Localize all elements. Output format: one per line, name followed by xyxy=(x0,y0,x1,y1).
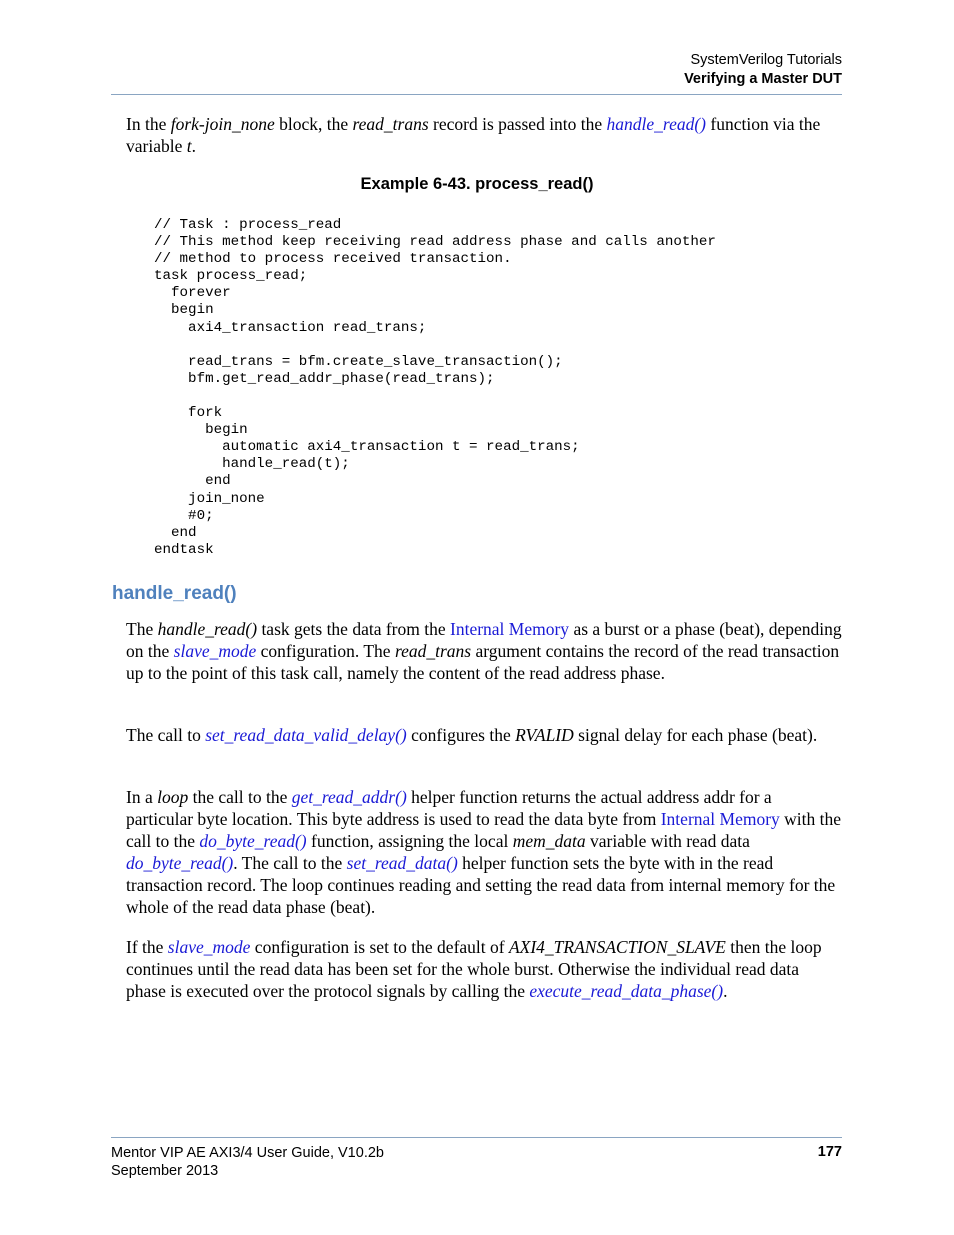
slave-mode-link[interactable]: slave_mode xyxy=(167,937,251,957)
execute-read-data-phase-link[interactable]: execute_read_data_phase() xyxy=(529,981,724,1001)
paragraph-loop: In a loop the call to the get_read_addr() helper function returns the actual address addr for a particular byte location. This byte address is used to read the data byte from Internal Memory with the call to the do_byte_read() function, assigning the local mem_data variable with read data do_byte_read(). The call to the set_read_data() helper function sets the byte with in the read transaction record. The loop continues reading and setting the read data from internal memory for the whole of the read data phase (beat). xyxy=(126,787,842,917)
do-byte-read-link[interactable]: do_byte_read() xyxy=(199,831,307,851)
header-title: SystemVerilog Tutorials xyxy=(690,52,842,68)
loop-term: loop xyxy=(157,787,189,807)
paragraph-handle-read: The handle_read() task gets the data from the Internal Memory as a burst or a phase (beat), depending on the slave_mode configuration. The read_trans argument contains the record of the read transaction up to the point of this task call, namely the content of the read address phase. xyxy=(126,619,842,683)
code-listing: // Task : process_read // This method keep receiving read address phase and calls another // method to process received transaction. task process_read; forever begin axi4_transaction read_trans; read_trans = bfm.create_slave_transaction(); bfm.get_read_addr_phase(read_trans); fork begin automatic axi4_transaction t = read_trans; handle_read(t); end join_none #0; end endtask xyxy=(154,217,716,558)
internal-memory-link[interactable]: Internal Memory xyxy=(660,809,780,829)
get-read-addr-link[interactable]: get_read_addr() xyxy=(291,787,407,807)
section-heading: handle_read() xyxy=(112,583,237,604)
footer-date: September 2013 xyxy=(111,1163,219,1179)
mem-data-term: mem_data xyxy=(512,831,586,851)
handle-read-link[interactable]: handle_read() xyxy=(606,114,707,134)
handle-read-term: handle_read() xyxy=(157,619,258,639)
page-number: 177 xyxy=(817,1144,842,1160)
paragraph-valid-delay: The call to set_read_data_valid_delay() configures the RVALID signal delay for each phase (beat). xyxy=(126,725,818,745)
t-variable: t xyxy=(186,136,192,156)
footer-guide-title: Mentor VIP AE AXI3/4 User Guide, V10.2b xyxy=(111,1145,384,1161)
read-trans-term: read_trans xyxy=(394,641,472,661)
rvalid-term: RVALID xyxy=(515,725,574,745)
paragraph-slave-mode: If the slave_mode configuration is set to the default of AXI4_TRANSACTION_SLAVE then the loop continues until the read data has been set for the whole burst. Otherwise the individual read data phase is executed over the protocol signals by calling the execute_read_data_phase(). xyxy=(126,937,822,1001)
internal-memory-link[interactable]: Internal Memory xyxy=(450,619,570,639)
fork-join-none-term: fork-join_none xyxy=(170,114,275,134)
example-title: Example 6-43. process_read() xyxy=(360,175,594,193)
footer-rule xyxy=(111,1137,842,1138)
set-read-data-valid-delay-link[interactable]: set_read_data_valid_delay() xyxy=(205,725,407,745)
header-rule xyxy=(111,94,842,95)
slave-mode-link[interactable]: slave_mode xyxy=(173,641,257,661)
intro-paragraph: In the fork-join_none block, the read_trans record is passed into the handle_read() function via the variable t. xyxy=(126,114,821,156)
axi4-transaction-slave-term: AXI4_TRANSACTION_SLAVE xyxy=(508,937,726,957)
read-trans-term: read_trans xyxy=(352,114,429,134)
do-byte-read-link[interactable]: do_byte_read() xyxy=(126,853,234,873)
running-header xyxy=(684,51,842,89)
header-subtitle: Verifying a Master DUT xyxy=(684,71,842,87)
footer-info xyxy=(111,1144,384,1180)
set-read-data-link[interactable]: set_read_data() xyxy=(346,853,458,873)
